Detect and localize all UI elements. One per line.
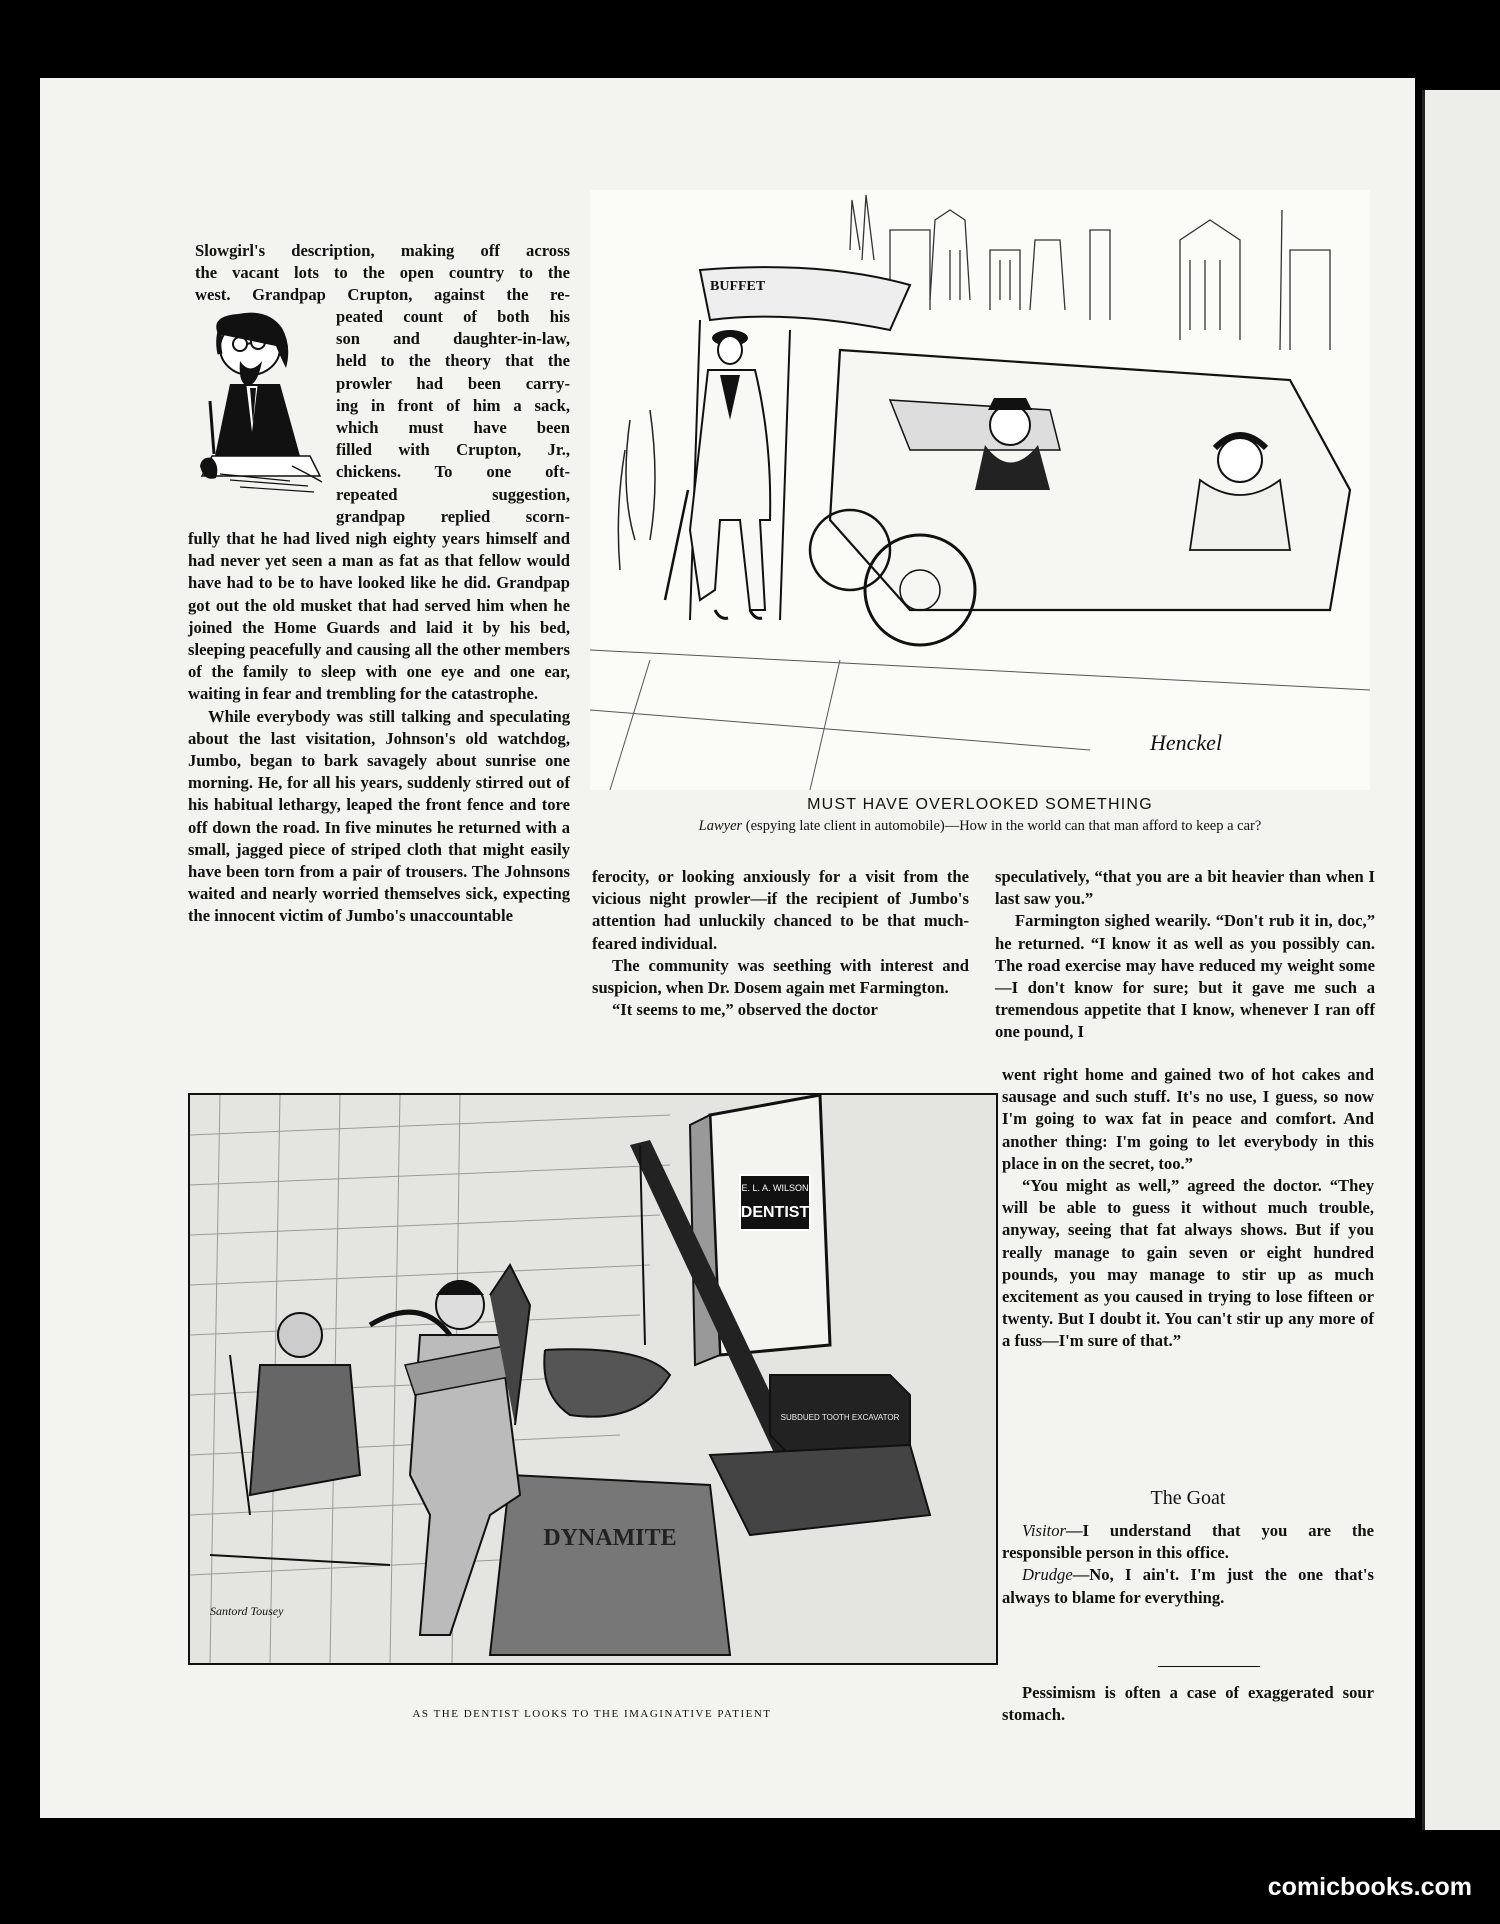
column-1-top bbox=[195, 240, 570, 307]
grandpap-drawing bbox=[190, 306, 330, 511]
column-1-wrap bbox=[336, 306, 570, 528]
goat-dialogue bbox=[1002, 1520, 1374, 1609]
col3-paragraph: “You might as well,” agreed the doctor. “They will be able to guess it without much trouble, anyway, seeing that fat always shows. But if you really manage to gain seven or eight hundred pounds, you may manage to stir up as much excitement as you caused in trying to lose fifteen or twenty. But I doubt it. You can't stir up any more of a fuss—I'm sure of that.” bbox=[1002, 1176, 1374, 1351]
col3-paragraph: Farmington sighed wearily. “Don't rub it in, doc,” he returned. “I know it as well as you possibly can. The road exercise may have reduced my weight some—I don't know for sure; but it gave me such a tremendous appetite that I know, whenever I ran off one pound, I bbox=[995, 911, 1375, 1042]
col1-paragraph: fully that he had lived nigh eighty years himself and had never yet seen a man as fat as that fellow would have had to be to have looked like he did. Grandpap got out the old musket that had served him when he joined the Home Guards and laid it by his bed, sleeping peacefully and causing all the other members of the family to sleep with one eye and one ear, waiting in fear and trembling for the catastrophe. bbox=[188, 529, 570, 704]
section-divider bbox=[1158, 1666, 1260, 1667]
col1-wrap-line: grandpap replied scorn- bbox=[336, 506, 570, 526]
col1-wrap-line: peated count of both his bbox=[336, 307, 570, 326]
column-1-body bbox=[188, 528, 570, 928]
col1-wrap-line: filled with Crupton, Jr., bbox=[336, 440, 570, 460]
cartoon1-title: MUST HAVE OVERLOOKED SOMETHING bbox=[807, 796, 1153, 813]
col1-wrap-line: prowler had been carry- bbox=[336, 373, 570, 393]
col1-top-line: Slowgirl's description, making off across bbox=[195, 241, 570, 260]
buffet-sign: BUFFET bbox=[710, 279, 766, 294]
col1-wrap-line: ing in front of him a sack, bbox=[336, 395, 570, 415]
col3-paragraph: went right home and gained two of hot cakes and sausage and such stuff. It's no use, I guess, so now I'm going to wax fat in peace and comfort. And another thing: I'm going to let everybody in this place in on the secret, too.” bbox=[1002, 1065, 1374, 1173]
col1-wrap-line: son and daughter-in-law, bbox=[336, 329, 570, 349]
car-cartoon-drawing bbox=[590, 190, 1370, 790]
col1-wrap-line: repeated suggestion, bbox=[336, 484, 570, 504]
drudge-speaker: Drudge bbox=[1022, 1565, 1073, 1585]
drudge-text: —No, I ain't. I'm just the one that's always to blame for everything. bbox=[1002, 1565, 1374, 1607]
col1-wrap-line: which must have been bbox=[336, 418, 570, 438]
cartoon1-speaker: Lawyer bbox=[698, 818, 743, 834]
next-page-edge bbox=[1422, 90, 1500, 1830]
visitor-line bbox=[1002, 1520, 1374, 1564]
cartoon1-caption-text: (espying late client in automobile)—How in the world can that man afford to keep a car? bbox=[742, 818, 1262, 834]
column-3-top bbox=[995, 866, 1375, 1044]
sign-small-text: E. L. A. WILSON bbox=[741, 1183, 809, 1193]
car-cartoon bbox=[590, 190, 1370, 790]
col2-paragraph: ferocity, or looking anxiously for a visit from the vicious night prowler—if the recipient of Jumbo's attention had unluckily chanced to be that much-feared individual. bbox=[592, 867, 969, 953]
dynamite-label: DYNAMITE bbox=[543, 1525, 677, 1551]
dentist-sign: DENTIST bbox=[740, 1204, 810, 1221]
cartoon1-caption bbox=[590, 818, 1370, 835]
watermark: comicbooks.com bbox=[1267, 1873, 1472, 1901]
cartoon2-signature: Santord Tousey bbox=[210, 1604, 284, 1618]
visitor-speaker: Visitor bbox=[1022, 1521, 1066, 1540]
col1-wrap-line: held to the theory that the bbox=[336, 351, 570, 371]
dentist-cartoon-drawing bbox=[190, 1095, 996, 1663]
col2-paragraph: “It seems to me,” observed the doctor bbox=[612, 1000, 878, 1020]
col1-top-line: west. Grandpap Crupton, against the re- bbox=[195, 285, 570, 305]
col1-wrap-line: chickens. To one oft- bbox=[336, 462, 570, 482]
col1-paragraph: While everybody was still talking and speculating about the last visitation, Johnson's old watchdog, Jumbo, began to bark savagely about sunrise one morning. He, for all his years, suddenly stirred out of his habitual lethargy, leaped the front fence and tore off down the road. In five minutes he returned with a small, jagged piece of striped cloth that might easily have been torn from a pair of trousers. The Johnsons waited and nearly worried themselves sick, expecting the innocent victim of Jumbo's unaccountable bbox=[188, 706, 570, 926]
dentist-cartoon bbox=[188, 1093, 998, 1665]
col1-top-line: the vacant lots to the open country to the bbox=[195, 263, 570, 283]
col3-paragraph: speculatively, “that you are a bit heavier than when I last saw you.” bbox=[995, 867, 1375, 909]
column-3-body bbox=[1002, 1064, 1374, 1353]
visitor-text: —I understand that you are the responsible person in this office. bbox=[1002, 1521, 1374, 1563]
goat-title: The Goat bbox=[1150, 1487, 1226, 1509]
pessimism-text: Pessimism is often a case of exaggerated sour stomach. bbox=[1002, 1683, 1374, 1725]
cartoon2-caption: AS THE DENTIST LOOKS TO THE IMAGINATIVE PATIENT bbox=[412, 1708, 772, 1720]
column-2 bbox=[592, 866, 969, 1021]
cabinet-text: SUBDUED TOOTH EXCAVATOR bbox=[780, 1413, 900, 1422]
pessimism-note bbox=[1002, 1682, 1374, 1726]
drudge-line bbox=[1002, 1564, 1374, 1608]
grandpap-illustration bbox=[190, 306, 330, 511]
cartoon1-signature: Henckel bbox=[1150, 730, 1223, 755]
col2-paragraph: The community was seething with interest and suspicion, when Dr. Dosem again met Farmington. bbox=[592, 955, 969, 998]
